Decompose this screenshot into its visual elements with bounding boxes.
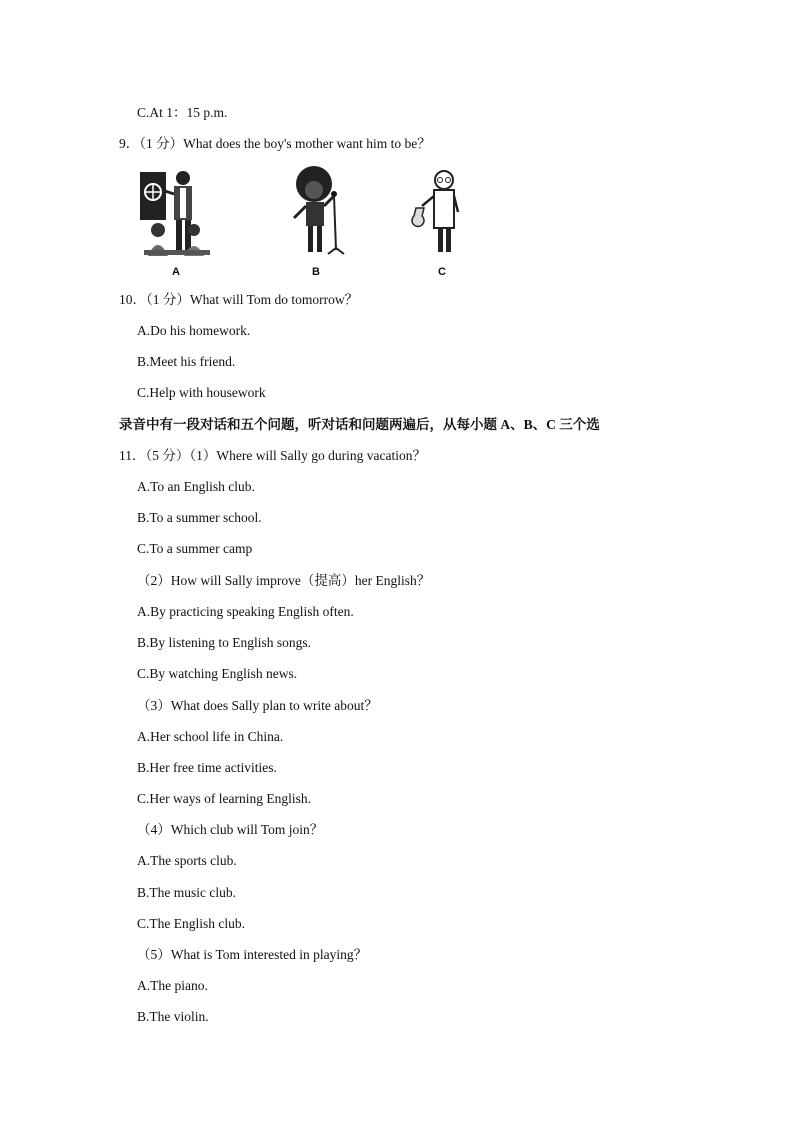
question-10: 10．（1 分）What will Tom do tomorrow？ [119,292,359,307]
q11-1-option-b: B.To a summer school. [137,510,262,525]
figure-b[interactable] [276,166,356,278]
q11-4-option-c: C.The English club. [137,916,245,931]
singer-microphone-icon [276,166,356,262]
q10-option-b: B.Meet his friend. [137,354,236,369]
figure-a-label: A [172,266,180,278]
question-11-4: （4）Which club will Tom join？ [137,822,324,837]
figure-b-label: B [312,266,320,278]
question-11: 11．（5 分）（1）Where will Sally go during vacation？ [119,448,426,463]
q11-3-option-c: C.Her ways of learning English. [137,791,311,806]
q10-option-a: A.Do his homework. [137,323,251,338]
q11-1-option-c: C.To a summer camp [137,541,253,556]
section-instructions: 录音中有一段对话和五个问题，听对话和问题两遍后，从每小题 A、B、C 三个选 [119,417,600,432]
q11-2-option-b: B.By listening to English songs. [137,635,312,650]
q11-2-option-c: C.By watching English news. [137,666,298,681]
figure-c[interactable] [402,166,482,278]
q11-1-option-a: A.To an English club. [137,479,255,494]
q11-5-option-a: A.The piano. [137,978,208,993]
teacher-classroom-icon [136,166,216,262]
scientist-flask-icon [402,166,482,262]
q11-3-option-a: A.Her school life in China. [137,729,284,744]
q10-option-c: C.Help with housework [137,385,266,400]
q8-option-c: C.At 1：15 p.m. [137,105,228,120]
question-11-3: （3）What does Sally plan to write about？ [137,698,378,713]
q11-4-option-b: B.The music club. [137,885,236,900]
question-11-5: （5）What is Tom interested in playing？ [137,947,368,962]
q11-2-option-a: A.By practicing speaking English often. [137,604,354,619]
q11-3-option-b: B.Her free time activities. [137,760,277,775]
figure-c-label: C [438,266,446,278]
q11-5-option-b: B.The violin. [137,1009,209,1024]
figure-a[interactable] [136,166,216,278]
question-11-2: （2）How will Sally improve（提高）her English？ [137,573,431,588]
question-9: 9．（1 分）What does the boy's mother want him to be？ [119,136,431,151]
question-9-figures [136,166,476,278]
q11-4-option-a: A.The sports club. [137,853,237,868]
